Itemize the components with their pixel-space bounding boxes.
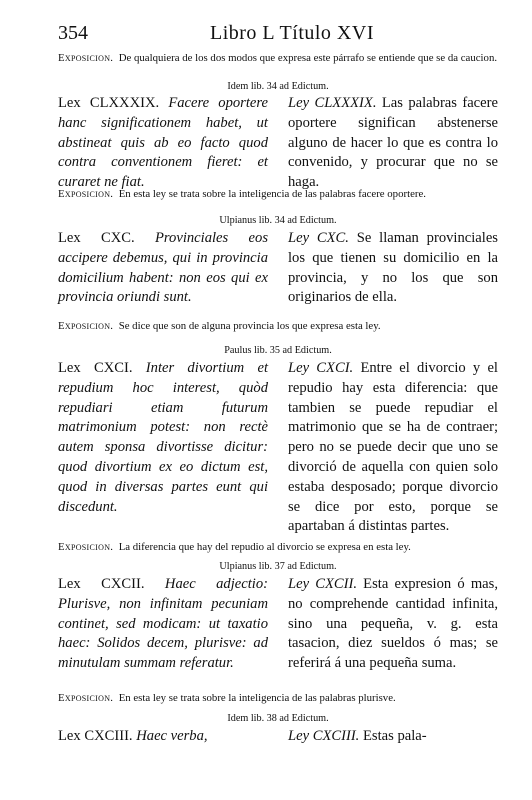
exposicion-text: De qualquiera de los dos modos que expresa este párrafo se entiende que se da caucion. [118, 52, 498, 64]
exposicion-5 [58, 692, 498, 705]
source-citation: Idem lib. 38 ad Edictum. [227, 713, 329, 724]
exposicion-4 [58, 541, 498, 554]
spanish-law-text: Se llaman provinciales los que tienen su domicilio en la provincia, y no los que son originarios de ella. [288, 230, 498, 306]
spanish-column [288, 727, 498, 747]
law-section-3 [58, 359, 498, 537]
spanish-law-text: Entre el divorcio y el repudio hay esta diferencia: que tambien se puede repudiar el matrimonio que se ha de contraer; pero no se puede decir que uno se divorció de aquella con quien solo estaba desposado; porque divorcio se dice por esto, porque se apartaban á distintas partes. [288, 360, 498, 535]
latin-column [58, 575, 268, 674]
spanish-column [288, 229, 498, 308]
exposicion-2 [58, 188, 498, 201]
latin-column [58, 94, 268, 193]
source-citation: Ulpianus lib. 34 ad Edictum. [219, 215, 337, 226]
spanish-law-heading: Ley CXCII. [288, 576, 357, 592]
law-section-1 [58, 94, 498, 193]
spanish-law-heading: Ley CXC. [288, 230, 349, 246]
latin-law-heading: Lex CXCI. [58, 360, 133, 376]
source-citation: Paulus lib. 35 ad Edictum. [224, 345, 332, 356]
latin-law-heading: Lex CXC. [58, 230, 135, 246]
exposicion-label: Exposicion. [58, 541, 114, 553]
running-title: Libro L Título XVI [210, 22, 374, 44]
exposicion-label: Exposicion. [58, 320, 114, 332]
spanish-law-text: Estas pala- [363, 728, 427, 744]
exposicion-3 [58, 320, 498, 333]
source-line-1 [58, 81, 498, 92]
latin-law-text: Provinciales eos accipere debemus, qui in provincia domicilium habent: non eos qui ex provincia oriundi sunt. [58, 230, 268, 306]
source-citation: Idem lib. 34 ad Edictum. [227, 81, 329, 92]
page-number: 354 [58, 22, 88, 44]
latin-law-heading: Lex CXCII. [58, 576, 145, 592]
exposicion-label: Exposicion. [58, 188, 114, 200]
spanish-law-heading: Ley CXCI. [288, 360, 354, 376]
law-section-5 [58, 727, 498, 747]
latin-law-heading: Lex CLXXXIX. [58, 95, 160, 111]
latin-law-heading: Lex CXCIII. [58, 728, 133, 744]
latin-column [58, 727, 268, 747]
exposicion-label: Exposicion. [58, 692, 114, 704]
page-header [58, 22, 498, 46]
latin-column [58, 359, 268, 537]
exposicion-text: La diferencia que hay del repudio al divorcio se expresa en esta ley. [118, 541, 411, 553]
spanish-law-text: Las palabras facere oportere significan abstenerse alguno de hacer lo que es contra lo convenido, y procurar que no se haga. [288, 95, 498, 191]
law-section-4 [58, 575, 498, 674]
latin-law-text: Inter divortium et repudium hoc interest, quòd repudiari etiam futurum matrimonium potest: non rectè autem sponsa divortisse dicitur: quod divortium ex eo dictum est, quod in diversas partes eunt qui discedunt. [58, 360, 268, 515]
spanish-law-text: Esta expresion ó mas, no comprehende cantidad infinita, sino una pequeña, v. g. esta tasacion, diez sueldos ó mas; se referirá á una pequeña suma. [288, 576, 498, 672]
source-line-5 [58, 713, 498, 724]
latin-column [58, 229, 268, 308]
latin-law-text: Facere oportere hanc significationem habet, ut abstineat quis ab eo facto quod contra conventionem fieret: et curaret ne fiat. [58, 95, 269, 191]
law-section-2 [58, 229, 498, 308]
latin-law-text: Haec adjectio: Plurisve, non infinitam pecuniam continet, sed modicam: ut taxatio haec: Solidos decem, plurisve: ad minutulam summam referatur. [58, 576, 268, 672]
source-citation: Ulpianus lib. 37 ad Edictum. [219, 561, 337, 572]
exposicion-label: Exposicion. [58, 52, 114, 64]
exposicion-text: Se dice que son de alguna provincia los que expresa esta ley. [118, 320, 381, 332]
exposicion-1 [58, 52, 498, 65]
source-line-2 [58, 215, 498, 226]
spanish-column [288, 575, 498, 674]
spanish-law-heading: Ley CXCIII. [288, 728, 360, 744]
source-line-3 [58, 345, 498, 356]
exposicion-text: En esta ley se trata sobre la inteligencia de las palabras facere oportere. [118, 188, 426, 200]
spanish-law-heading: Ley CLXXXIX. [288, 95, 377, 111]
spanish-column [288, 94, 498, 193]
latin-law-text: Haec verba, [136, 728, 208, 744]
spanish-column [288, 359, 498, 537]
source-line-4 [58, 561, 498, 572]
exposicion-text: En esta ley se trata sobre la inteligencia de las palabras plurisve. [118, 692, 396, 704]
